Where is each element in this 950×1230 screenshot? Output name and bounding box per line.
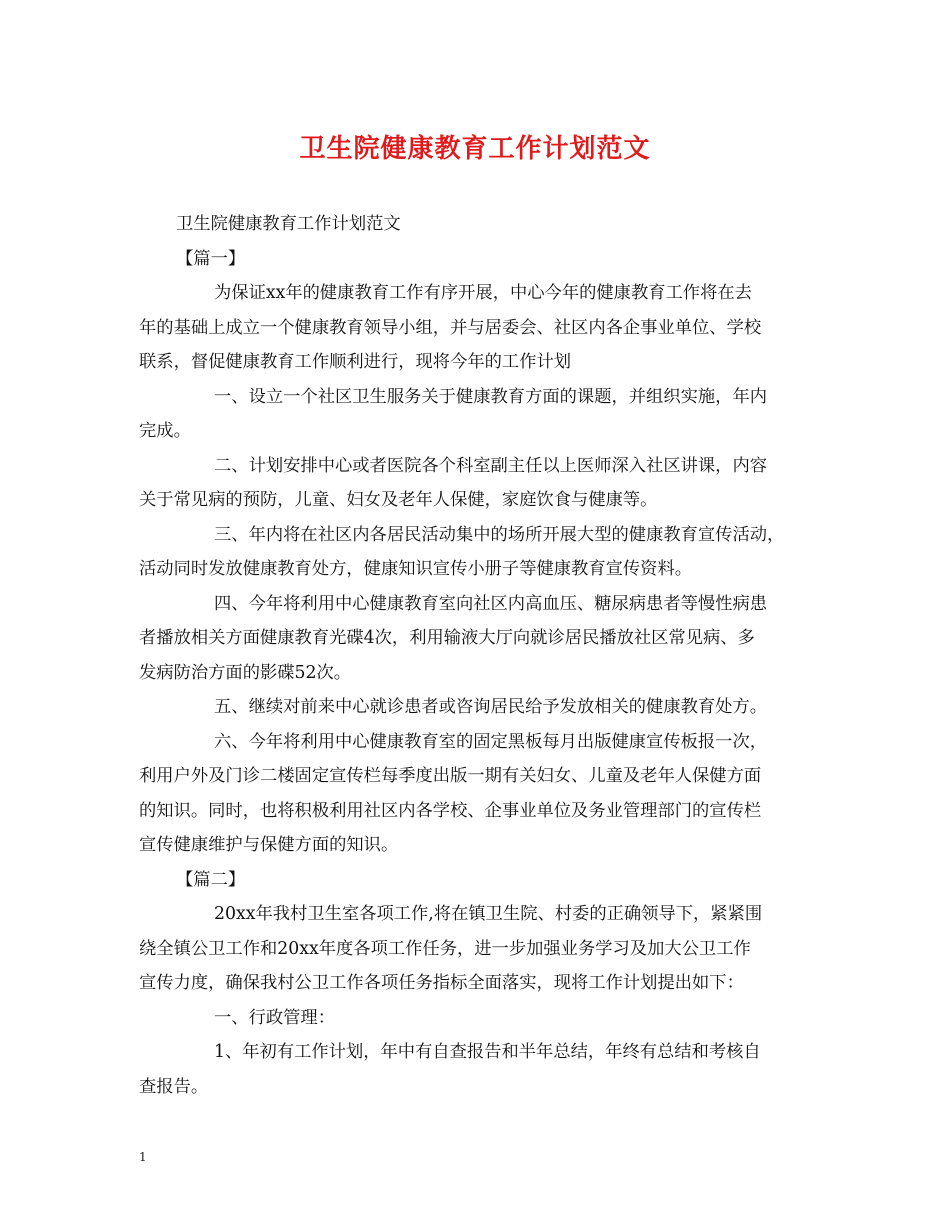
document-body: [139, 207, 814, 1104]
paragraph-line: 一、行政管理：: [214, 1007, 335, 1028]
paragraph-line: 二、计划安排中心或者医院各个科室副主任以上医师深入社区讲课，内容: [214, 455, 768, 476]
paragraph-line: 的知识。同时，也将积极利用社区内各学校、企事业单位及务业管理部门的宣传栏: [139, 800, 762, 821]
paragraph-line: 五、继续对前来中心就诊患者或咨询居民给予发放相关的健康教育处方。: [214, 697, 768, 717]
paragraph-line: 1、年初有工作计划，年中有自查报告和半年总结，年终有总结和考核自: [214, 1042, 761, 1062]
paragraph-line: 四、今年将利用中心健康教育室向社区内高血压、糖尿病患者等慢性病患: [214, 593, 768, 614]
paragraph-line: 活动同时发放健康教育处方，健康知识宣传小册子等健康教育宣传资料。: [139, 559, 693, 579]
page-number: 1: [139, 1150, 147, 1164]
paragraph-line: 三、年内将在社区内各居民活动集中的场所开展大型的健康教育宣传活动，: [214, 524, 785, 545]
paragraph-line: 年的基础上成立一个健康教育领导小组，并与居委会、社区内各企事业单位、学校: [139, 317, 762, 338]
section-heading-part-two: 【篇二】: [176, 869, 246, 890]
paragraph-line: 者播放相关方面健康教育光碟4次，利用输液大厅向就诊居民播放社区常见病、多: [139, 628, 755, 648]
paragraph-line: 利用户外及门诊二楼固定宣传栏每季度出版一期有关妇女、儿童及老年人保健方面: [139, 766, 762, 786]
paragraph-line: 为保证xx年的健康教育工作有序开展，中心今年的健康教育工作将在去: [214, 283, 752, 303]
document-title: 卫生院健康教育工作计划范文: [299, 134, 651, 164]
paragraph-line: 关于常见病的预防，儿童、妇女及老年人保健，家庭饮食与健康等。: [139, 490, 658, 510]
paragraph-line: 发病防治方面的影碟52次。: [139, 662, 352, 683]
document-subtitle: 卫生院健康教育工作计划范文: [176, 214, 401, 234]
paragraph-line: 宣传健康维护与保健方面的知识。: [139, 835, 399, 855]
paragraph-line: 20xx年我村卫生室各项工作,将在镇卫生院、村委的正确领导下，紧紧围: [214, 904, 763, 924]
paragraph-line: 一、设立一个社区卫生服务关于健康教育方面的课题，并组织实施，年内: [214, 386, 768, 407]
paragraph-line: 查报告。: [139, 1076, 209, 1097]
paragraph-line: 六、今年将利用中心健康教育室的固定黑板每月出版健康宣传板报一次，: [214, 731, 768, 752]
paragraph-line: 完成。: [139, 421, 191, 441]
section-heading-part-one: 【篇一】: [176, 248, 246, 269]
paragraph-line: 联系，督促健康教育工作顺利进行，现将今年的工作计划: [139, 352, 572, 372]
paragraph-line: 绕全镇公卫工作和20xx年度各项工作任务，进一步加强业务学习及加大公卫工作: [139, 938, 751, 959]
paragraph-line: 宣传力度，确保我村公卫工作各项任务指标全面落实，现将工作计划提出如下：: [139, 973, 744, 993]
